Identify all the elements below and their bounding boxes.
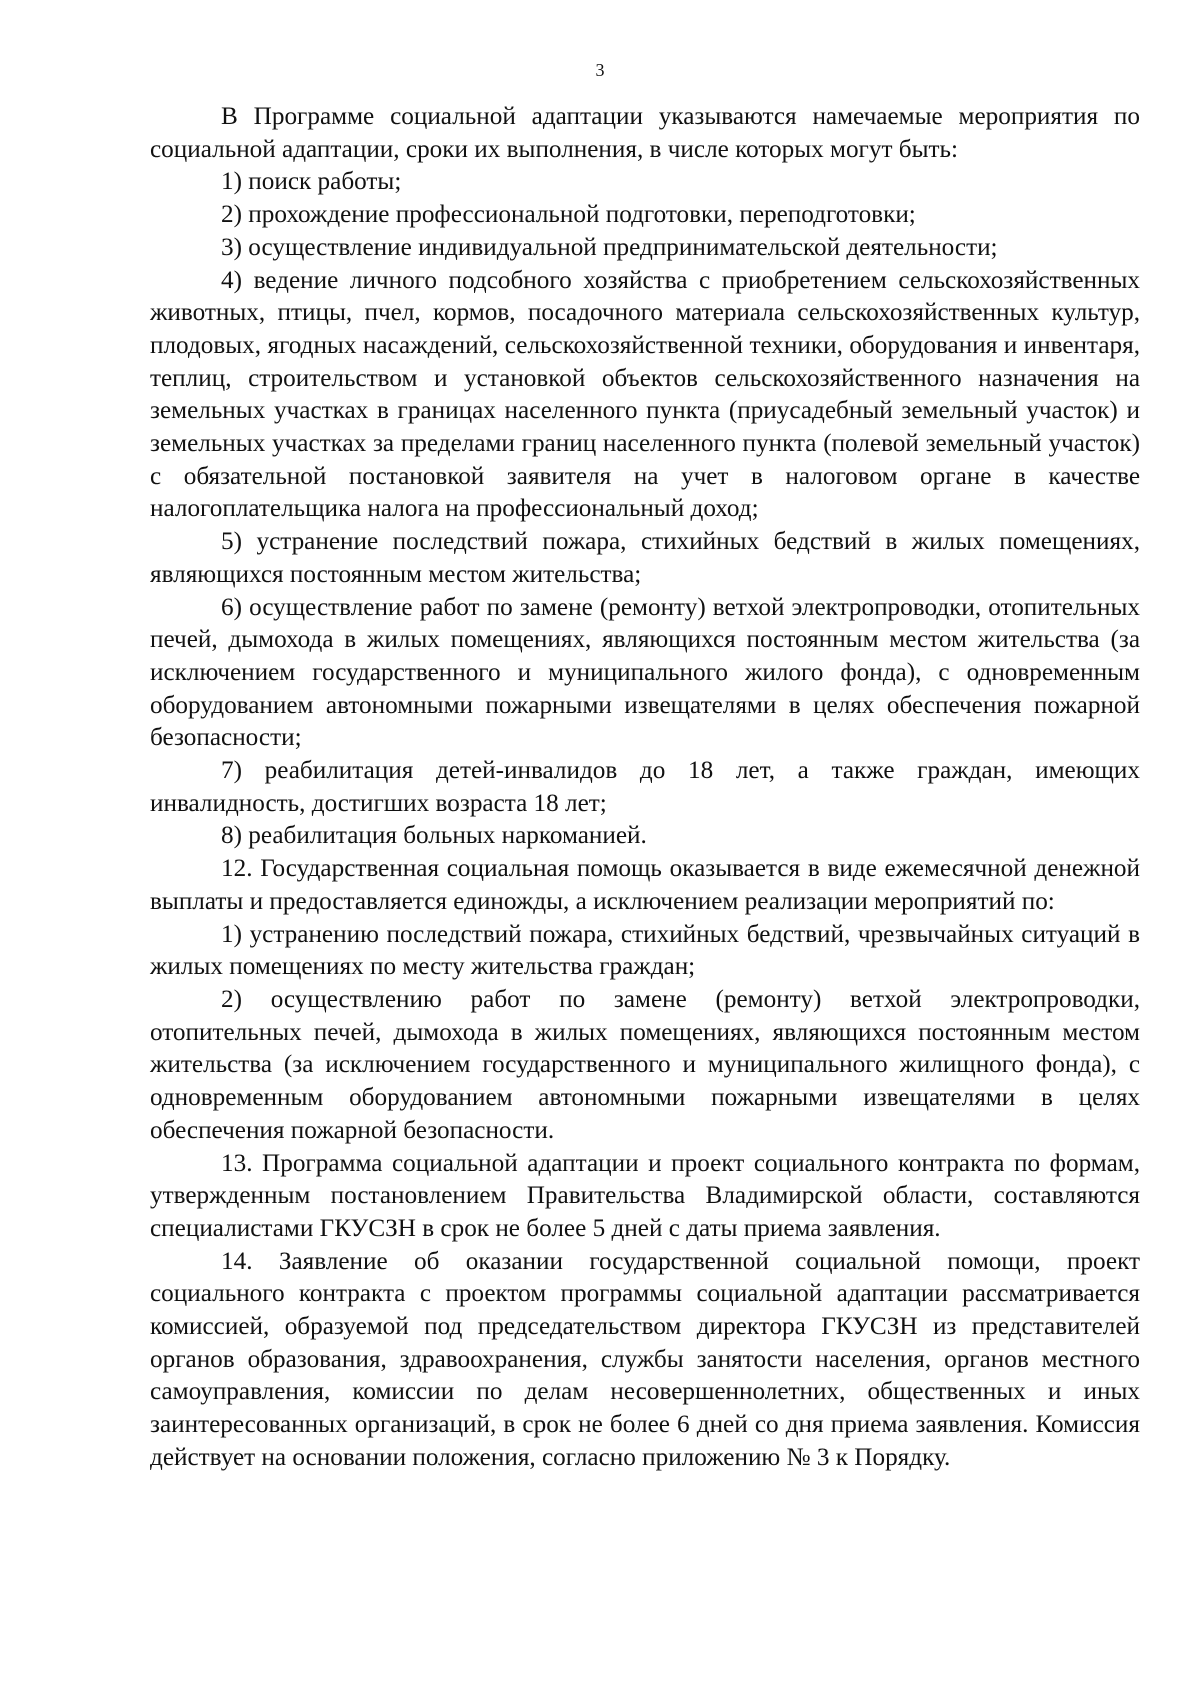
paragraph-program-intro: В Программе социальной адаптации указываются намечаемые мероприятия по социальной адаптации, сроки их выполнения, в числе которых могут быть: (150, 103, 1140, 163)
clause-12-monthly-payment: 12. Государственная социальная помощь оказывается в виде ежемесячной денежной выплаты и предоставляется единожды, а исключением реализации мероприятий по: (150, 855, 1140, 915)
document-body (150, 101, 1140, 1475)
list-item-4-household-farming: 4) ведение личного подсобного хозяйства с приобретением сельскохозяйственных животных, птицы, пчел, кормов, посадочного материала сельскохозяйственных культур, плодовых, ягодных насаждений, сельскохозяйственной техники, оборудования и инвентаря, теплиц, строительством и установкой объектов сельскохозяйственного назначения на земельных участках в границах населенного пункта (приусадебный земельный участок) и земельных участках за пределами границ населенного пункта (полевой земельный участок) с обязательной постановкой заявителя на учет в налоговом органе в качестве налогоплательщика налога на профессиональный доход; (150, 266, 1140, 523)
clause-14-commission-review: 14. Заявление об оказании государственной социальной помощи, проект социального контракта с проектом программы социальной адаптации рассматривается комиссией, образуемой под председательством директора ГКУСЗН из представителей органов образования, здравоохранения, службы занятости населения, органов местного самоуправления, комиссии по делам несовершеннолетних, общественных и иных заинтересованных организаций, в срок не более 6 дней со дня приема заявления. Комиссия действует на основании положения, согласно приложению № 3 к Порядку. (150, 1247, 1140, 1471)
clause-13-program-forms: 13. Программа социальной адаптации и проект социального контракта по формам, утвержденным постановлением Правительства Владимирской области, составляются специалистами ГКУСЗН в срок не более 5 дней с даты приема заявления. (150, 1149, 1140, 1242)
list-item-6-wiring-repair: 6) осуществление работ по замене (ремонту) ветхой электропроводки, отопительных печей, дымохода в жилых помещениях, являющихся постоянным местом жительства (за исключением государственного и муниципального жилого фонда), с одновременным оборудованием автономными пожарными извещателями в целях обеспечения пожарной безопасности; (150, 593, 1140, 752)
page-number: 3 (595, 60, 605, 80)
clause-12-item-2: 2) осуществлению работ по замене (ремонту) ветхой электропроводки, отопительных печей, дымохода в жилых помещениях, являющихся постоянным местом жительства (за исключением государственного и муниципального жилищного фонда), с одновременным оборудованием автономными пожарными извещателями в целях обеспечения пожарной безопасности. (150, 985, 1140, 1144)
list-item-7-disability-rehabilitation: 7) реабилитация детей-инвалидов до 18 лет, а также граждан, имеющих инвалидность, достигших возраста 18 лет; (150, 757, 1140, 817)
list-item-2-training: 2) прохождение профессиональной подготовки, переподготовки; (221, 201, 916, 229)
list-item-3-entrepreneurship: 3) осуществление индивидуальной предпринимательской деятельности; (221, 233, 998, 261)
list-item-8-addiction-rehabilitation: 8) реабилитация больных наркоманией. (221, 822, 647, 850)
clause-12-item-1: 1) устранению последствий пожара, стихийных бедствий, чрезвычайных ситуаций в жилых помещениях по месту жительства граждан; (150, 920, 1140, 981)
list-item-1-job-search: 1) поиск работы; (221, 168, 402, 196)
list-item-5-fire-consequences: 5) устранение последствий пожара, стихийных бедствий в жилых помещениях, являющихся постоянным местом жительства; (150, 528, 1140, 588)
